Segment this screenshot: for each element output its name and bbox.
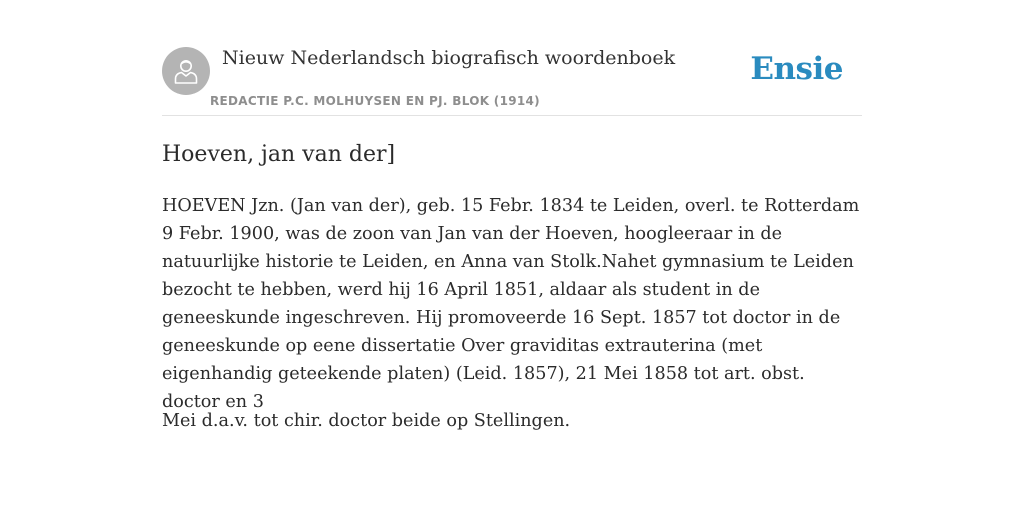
book-title[interactable]: Nieuw Nederlandsch biografisch woordenboek [222,47,676,69]
user-avatar-icon [173,57,199,85]
avatar[interactable] [162,47,210,95]
entry-paragraph: HOEVEN Jzn. (Jan van der), geb. 15 Febr. 1834 te Leiden, overl. te Rotterdam 9 Febr. 1900, was de zoon van Jan van der Hoeven, hoogleeraar in de natuurlijke historie te Leiden, en Anna van Stolk.Nahet gymnasium te Leiden bezocht te hebben, werd hij 16 April 1851, aldaar als student in de geneeskunde ingeschreven. Hij promoveerde 16 Sept. 1857 tot doctor in de geneeskunde op eene dissertatie Over graviditas extrauterina (met eigenhandig geteekende platen) (Leid. 1857), 21 Mei 1858 tot art. obst. doctor en 3 [162,196,860,412]
page [162,0,862,431]
entry-paragraph: Mei d.a.v. tot chir. doctor beide op Stellingen. [162,411,571,431]
source-header [162,0,862,116]
editors-label: REDACTIE P.C. MOLHUYSEN EN PJ. BLOK (1914) [210,94,540,108]
ensie-logo[interactable]: Ensie [750,51,843,87]
entry-title: Hoeven, jan van der] [162,142,396,167]
